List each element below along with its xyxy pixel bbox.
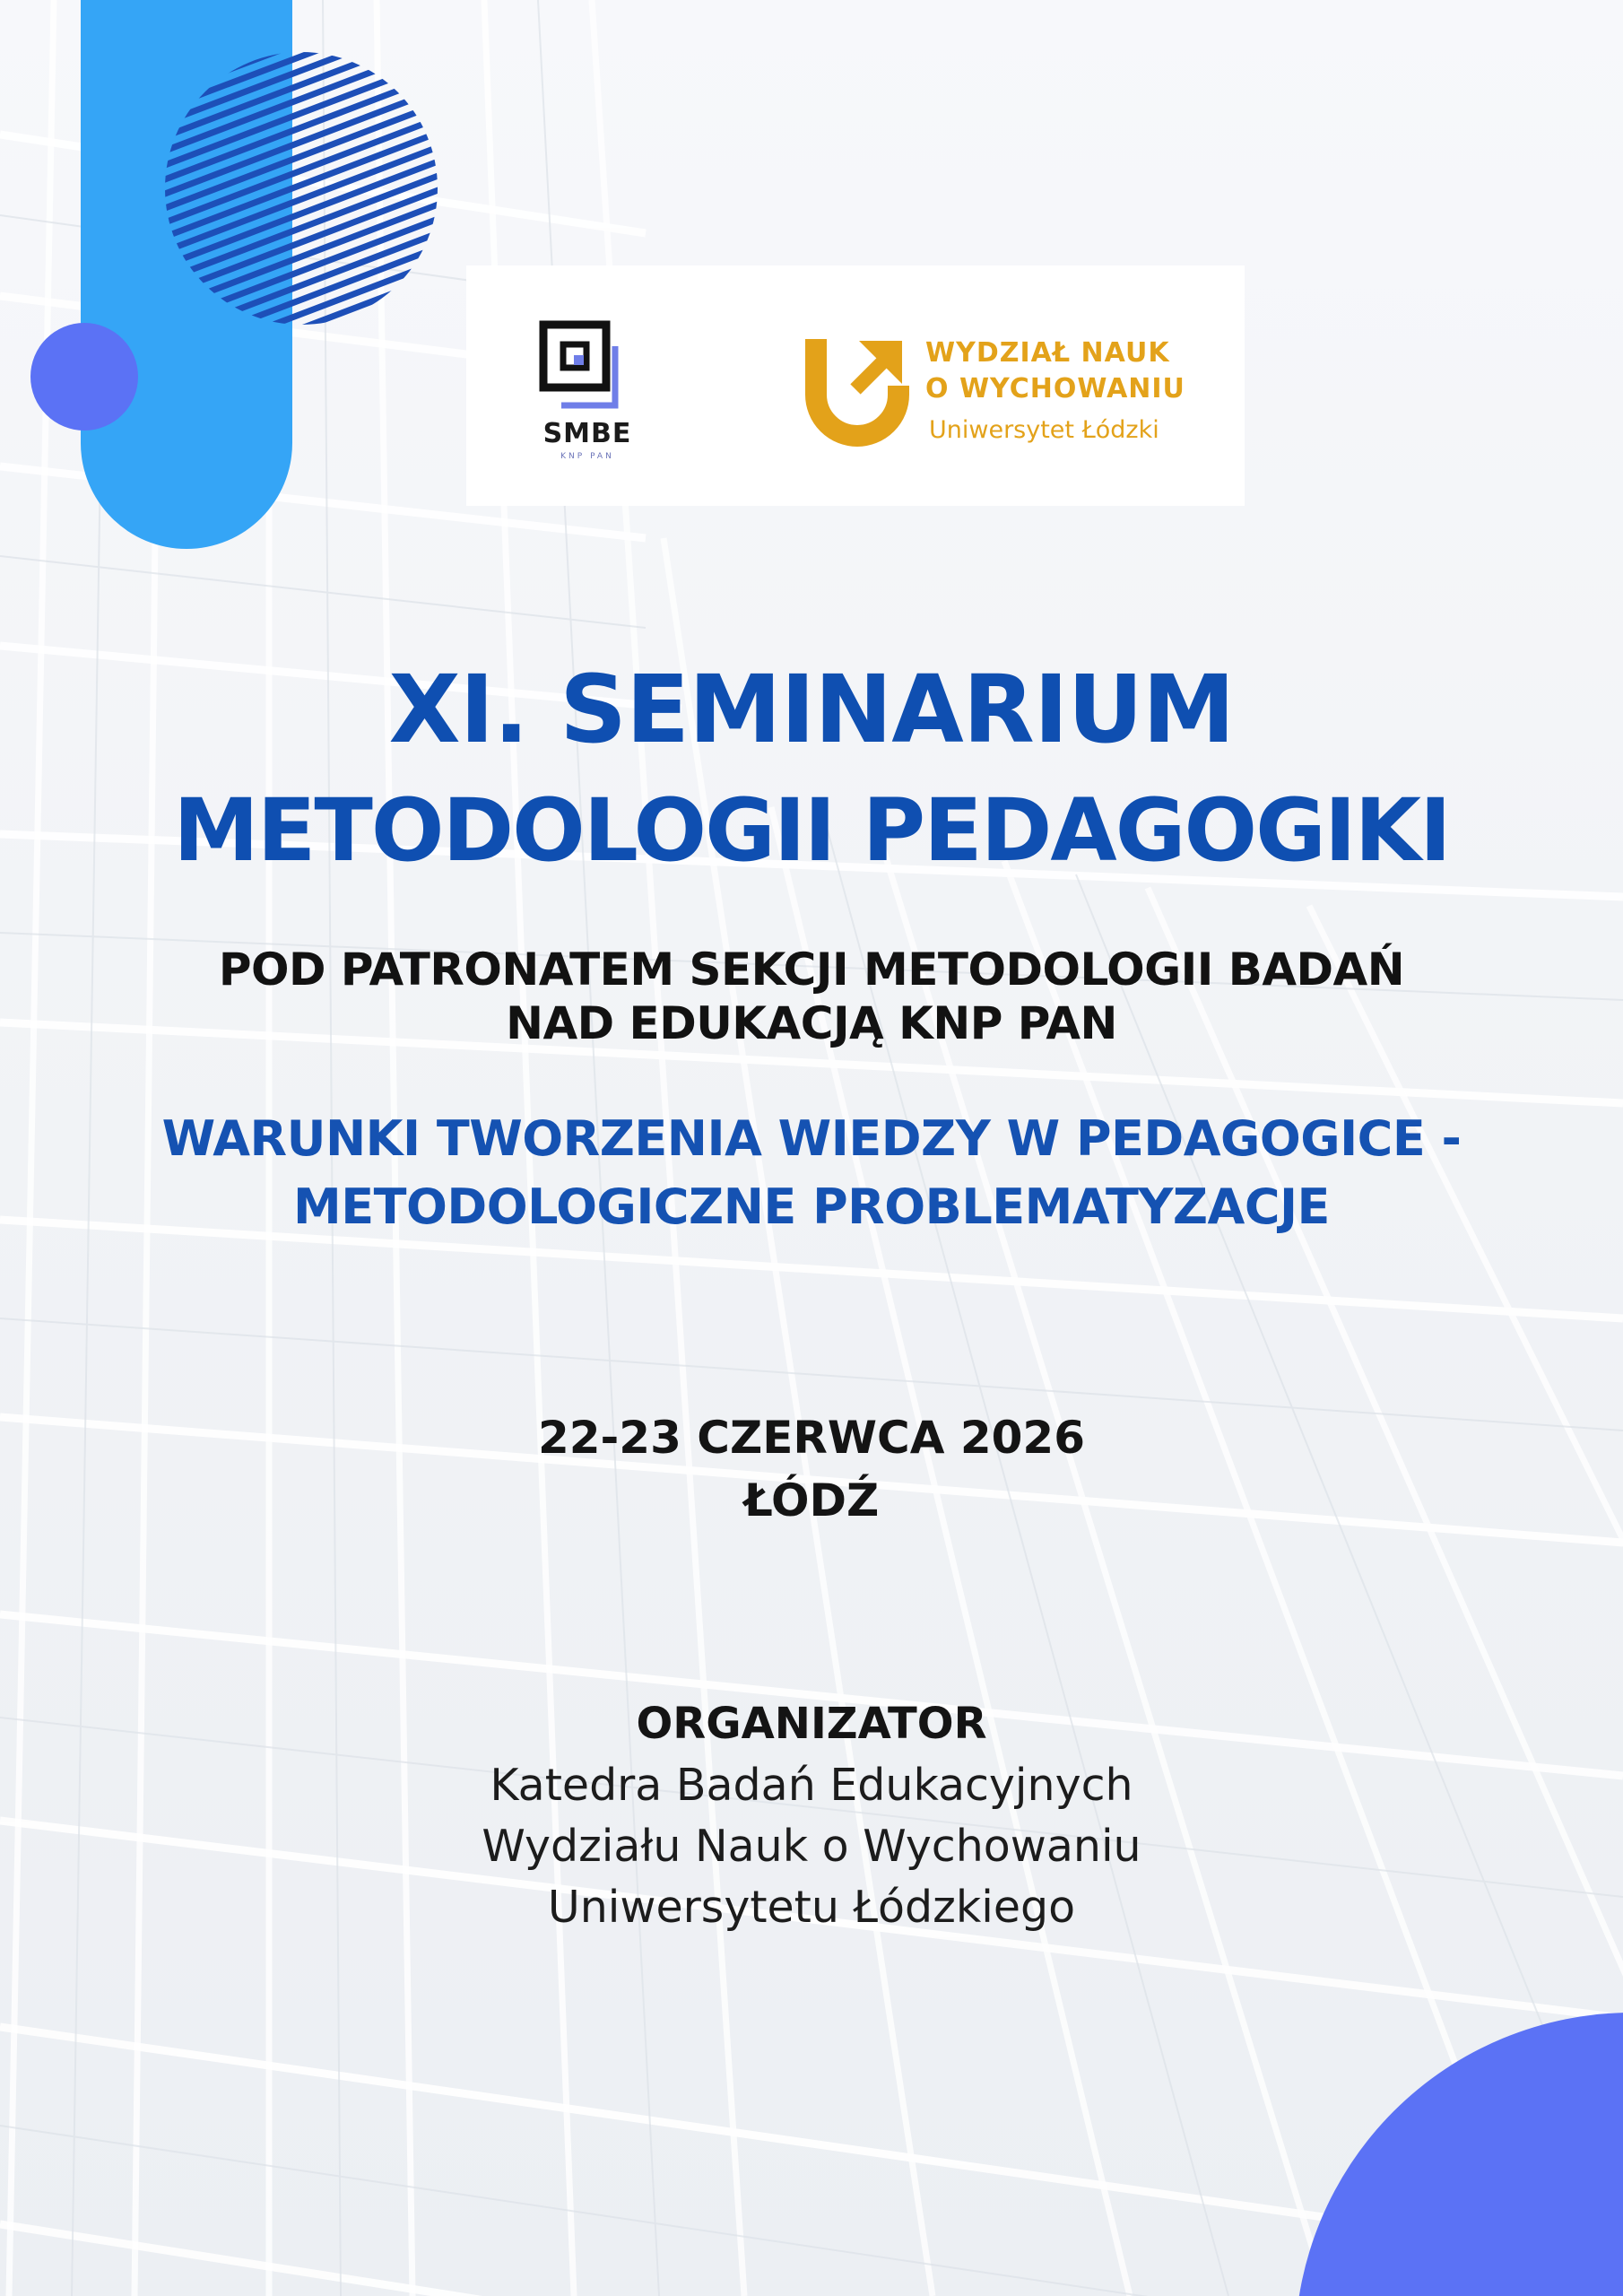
smbe-logo-icon (538, 319, 637, 416)
faculty-logo-line1: WYDZIAŁ NAUK (925, 337, 1170, 369)
event-city: ŁÓDŹ (743, 1474, 880, 1526)
faculty-logo-line2: O WYCHOWANIU (925, 373, 1185, 404)
decorative-shapes (0, 0, 466, 574)
title-line-1: XI. SEMINARIUM (388, 655, 1235, 764)
periwinkle-dot (30, 323, 138, 430)
theme-line-1: WARUNKI TWORZENIA WIEDZY W PEDAGOGICE - (161, 1110, 1462, 1167)
faculty-logo-icon (803, 332, 911, 457)
periwinkle-corner-circle (1273, 1991, 1623, 2296)
faculty-logo-line3: Uniwersytet Łódzki (929, 416, 1159, 444)
title-line-2: METODOLOGII PEDAGOGIKI (173, 780, 1450, 881)
patronage-line-1: POD PATRONATEM SEKCJI METODOLOGII BADAŃ (218, 944, 1405, 996)
event-dates: 22-23 CZERWCA 2026 (537, 1412, 1086, 1464)
organizer-line-3: Uniwersytetu Łódzkiego (547, 1882, 1076, 1933)
smbe-logo-name: SMBE (542, 418, 632, 449)
smbe-logo-sub: KNP PAN (560, 452, 614, 461)
organizer-label: ORGANIZATOR (636, 1699, 987, 1749)
organizer-line-2: Wydziału Nauk o Wychowaniu (482, 1821, 1141, 1872)
patronage-line-2: NAD EDUKACJĄ KNP PAN (506, 997, 1117, 1049)
theme-line-2: METODOLOGICZNE PROBLEMATYZACJE (293, 1178, 1330, 1235)
organizer-line-1: Katedra Badań Edukacyjnych (490, 1760, 1133, 1811)
